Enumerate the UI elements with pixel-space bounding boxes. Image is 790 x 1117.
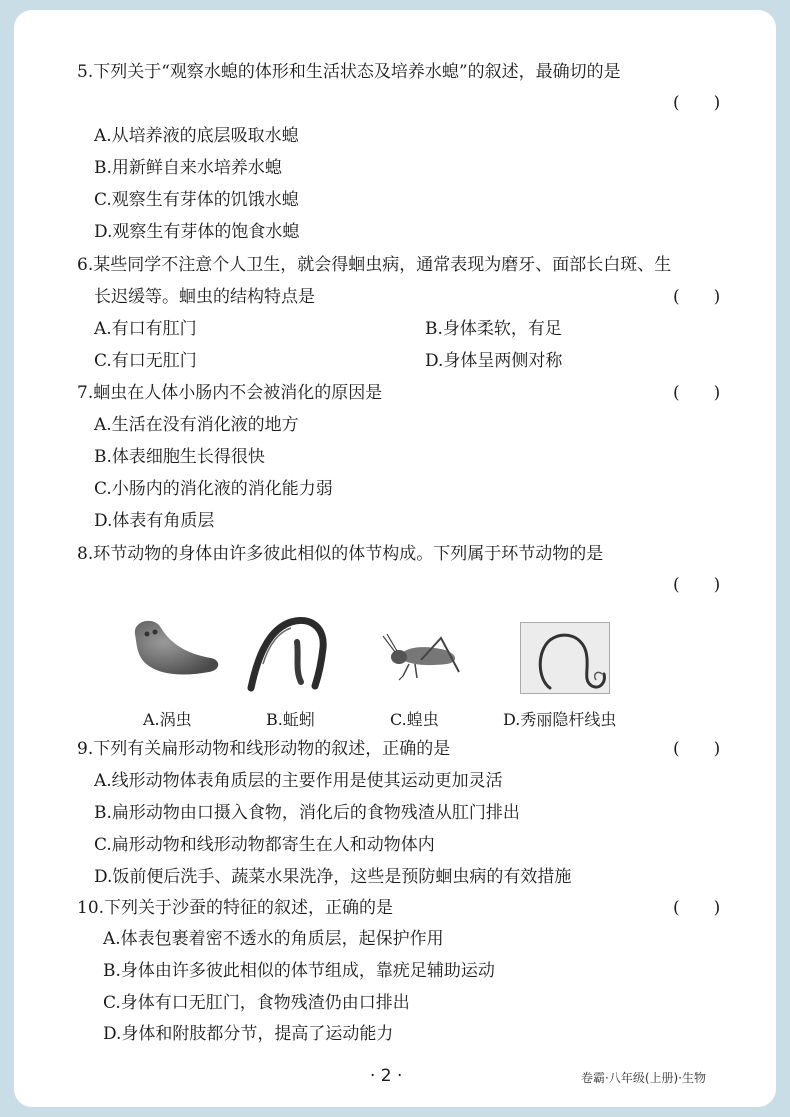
figure-label-a: A.涡虫 bbox=[143, 710, 192, 729]
question-10-option-d: D.身体和附肢都分节，提高了运动能力 bbox=[103, 1024, 394, 1044]
exam-page bbox=[14, 10, 776, 1107]
question-7-answer-blank[interactable]: ( ) bbox=[673, 383, 721, 403]
question-6-stem: 6.某些同学不注意个人卫生，就会得蛔虫病，通常表现为磨牙、面部长白斑、生 bbox=[77, 255, 672, 275]
question-9-option-c: C.扁形动物和线形动物都寄生在人和动物体内 bbox=[94, 835, 435, 855]
flatworm-image bbox=[127, 614, 223, 686]
question-5-option-d: D.观察生有芽体的饱食水螅 bbox=[94, 222, 300, 242]
question-6-stem-continued: 长迟缓等。蛔虫的结构特点是 bbox=[94, 287, 315, 307]
figure-label-d: D.秀丽隐杆线虫 bbox=[503, 710, 617, 729]
grasshopper-image bbox=[381, 628, 467, 684]
figure-label-c: C.蝗虫 bbox=[390, 710, 439, 729]
question-7-option-b: B.体表细胞生长得很快 bbox=[94, 447, 265, 467]
question-7-option-a: A.生活在没有消化液的地方 bbox=[94, 415, 299, 435]
question-8-stem: 8.环节动物的身体由许多彼此相似的体节构成。下列属于环节动物的是 bbox=[77, 544, 604, 564]
question-9-option-a: A.线形动物体表角质层的主要作用是使其运动更加灵活 bbox=[94, 771, 503, 791]
series-title: 卷霸·八年级(上册)·生物 bbox=[581, 1071, 706, 1085]
question-9-answer-blank[interactable]: ( ) bbox=[673, 739, 721, 759]
question-5-option-c: C.观察生有芽体的饥饿水螅 bbox=[94, 190, 299, 210]
question-7-option-c: C.小肠内的消化液的消化能力弱 bbox=[94, 479, 333, 499]
question-9-stem: 9.下列有关扁形动物和线形动物的叙述，正确的是 bbox=[77, 739, 451, 759]
question-10-option-a: A.体表包裹着密不透水的角质层，起保护作用 bbox=[103, 929, 444, 949]
question-10-answer-blank[interactable]: ( ) bbox=[673, 898, 721, 918]
question-7-option-d: D.体表有角质层 bbox=[94, 511, 215, 531]
question-5-option-b: B.用新鲜自来水培养水螅 bbox=[94, 158, 282, 178]
question-5-stem: 5.下列关于“观察水螅的体形和生活状态及培养水螅”的叙述，最确切的是 bbox=[77, 62, 621, 82]
question-6-option-d: D.身体呈两侧对称 bbox=[425, 351, 563, 371]
question-10-stem: 10.下列关于沙蚕的特征的叙述，正确的是 bbox=[77, 898, 394, 918]
question-5-option-a: A.从培养液的底层吸取水螅 bbox=[94, 126, 299, 146]
question-6-option-b: B.身体柔软，有足 bbox=[425, 319, 562, 339]
question-6-option-c: C.有口无肛门 bbox=[94, 351, 197, 371]
question-7-stem: 7.蛔虫在人体小肠内不会被消化的原因是 bbox=[77, 383, 383, 403]
question-6-answer-blank[interactable]: ( ) bbox=[673, 287, 721, 307]
figure-label-b: B.蚯蚓 bbox=[266, 710, 315, 729]
page-number: · 2 · bbox=[370, 1066, 403, 1086]
nematode-micrograph-image bbox=[520, 622, 610, 694]
question-10-option-c: C.身体有口无肛门，食物残渣仍由口排出 bbox=[103, 993, 410, 1013]
question-6-option-a: A.有口有肛门 bbox=[94, 319, 197, 339]
earthworm-image bbox=[239, 610, 335, 694]
question-9-option-b: B.扁形动物由口摄入食物，消化后的食物残渣从肛门排出 bbox=[94, 803, 520, 823]
question-9-option-d: D.饭前便后洗手、蔬菜水果洗净，这些是预防蛔虫病的有效措施 bbox=[94, 867, 572, 887]
question-5-answer-blank[interactable]: ( ) bbox=[673, 93, 721, 113]
question-10-option-b: B.身体由许多彼此相似的体节组成，靠疣足辅助运动 bbox=[103, 961, 495, 981]
question-8-answer-blank[interactable]: ( ) bbox=[673, 575, 721, 595]
